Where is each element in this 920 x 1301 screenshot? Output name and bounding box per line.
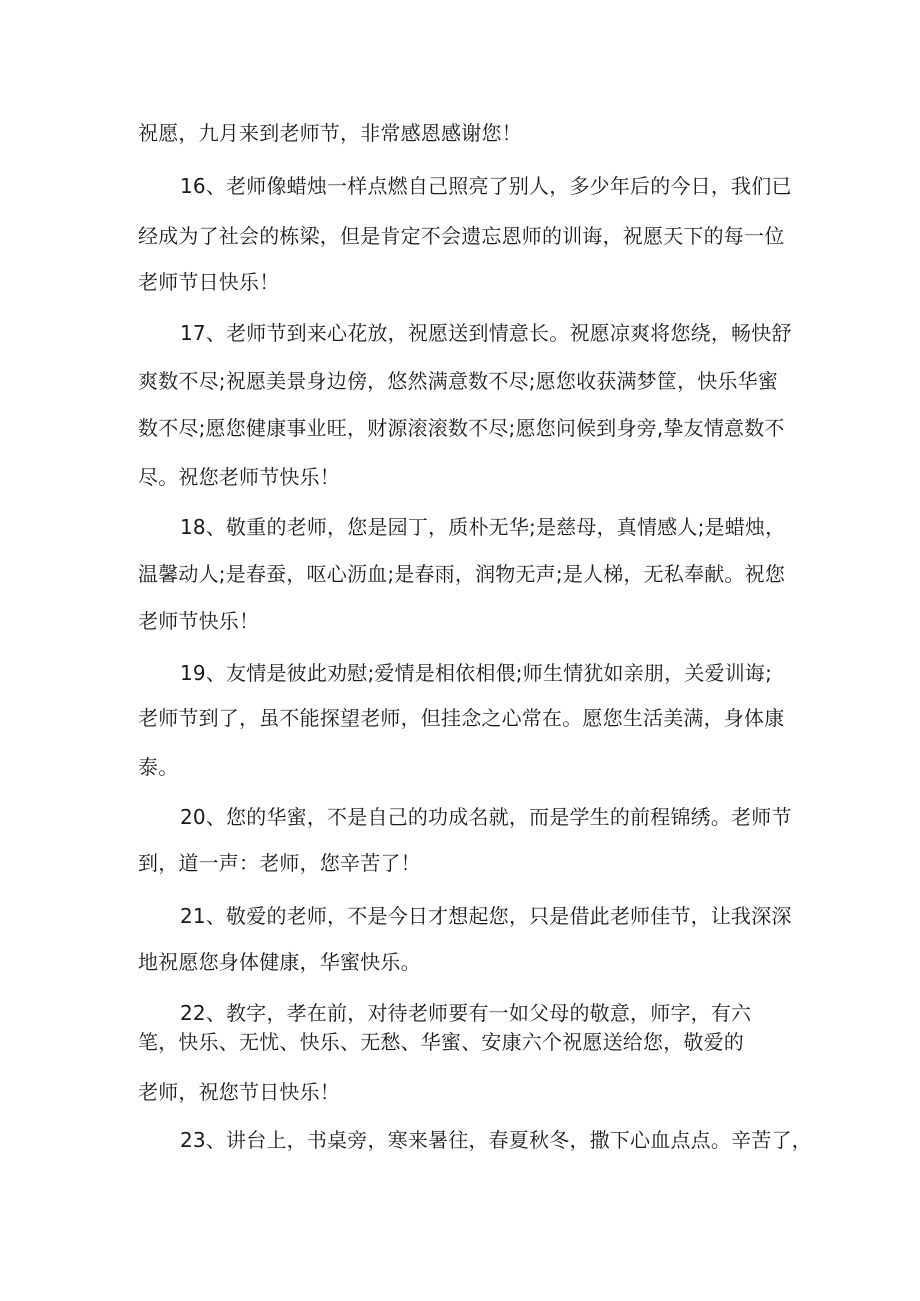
text-line: 笔，快乐、无忧、快乐、无愁、华蜜、安康六个祝愿送给您，敬爱的: [138, 1030, 744, 1054]
text-line: 19、友情是彼此劝慰;爱情是相依相偎;师生情犹如亲朋，关爱训诲;: [180, 661, 773, 685]
text-line: 20、您的华蜜，不是自己的功成名就，而是学生的前程锦绣。老师节: [180, 805, 792, 829]
text-line: 到，道一声：老师，您辛苦了！: [138, 851, 421, 875]
text-line: 老师节日快乐！: [138, 270, 280, 294]
text-line: 祝愿，九月来到老师节，非常感恩感谢您！: [138, 121, 522, 145]
text-line: 数不尽;愿您健康事业旺，财源滚滚数不尽;愿您问候到身旁,挚友情意数不: [138, 416, 785, 440]
text-line: 爽数不尽;祝愿美景身边傍，悠然满意数不尽;愿您收获满梦筐，快乐华蜜: [138, 369, 779, 393]
text-line: 18、敬重的老师，您是园丁，质朴无华;是慈母，真情感人;是蜡烛，: [180, 515, 786, 539]
text-line: 老师，祝您节日快乐！: [138, 1080, 340, 1104]
text-line: 22、教字，孝在前，对待老师要有一如父母的敬意，师字，有六: [180, 1001, 752, 1025]
text-line: 温馨动人;是春蚕，呕心沥血;是春雨，润物无声;是人梯，无私奉献。祝您: [138, 562, 786, 586]
text-line: 23、讲台上，书桌旁，寒来暑往，春夏秋冬，撒下心血点点。辛苦了，: [180, 1128, 812, 1152]
text-line: 地祝愿您身体健康，华蜜快乐。: [138, 950, 421, 974]
text-line: 泰。: [138, 755, 179, 779]
text-line: 16、老师像蜡烛一样点燃自己照亮了别人，多少年后的今日，我们已: [180, 174, 792, 198]
text-line: 21、敬爱的老师，不是今日才想起您，只是借此老师佳节，让我深深: [180, 904, 792, 928]
text-line: 17、老师节到来心花放，祝愿送到情意长。祝愿凉爽将您绕，畅快舒: [180, 321, 792, 345]
text-line: 经成为了社会的栋梁，但是肯定不会遗忘恩师的训诲，祝愿天下的每一位: [138, 224, 785, 248]
text-line: 老师节到了，虽不能探望老师，但挂念之心常在。愿您生活美满，身体康: [138, 706, 785, 730]
text-line: 尽。祝您老师节快乐！: [138, 465, 340, 489]
text-line: 老师节快乐！: [138, 609, 260, 633]
